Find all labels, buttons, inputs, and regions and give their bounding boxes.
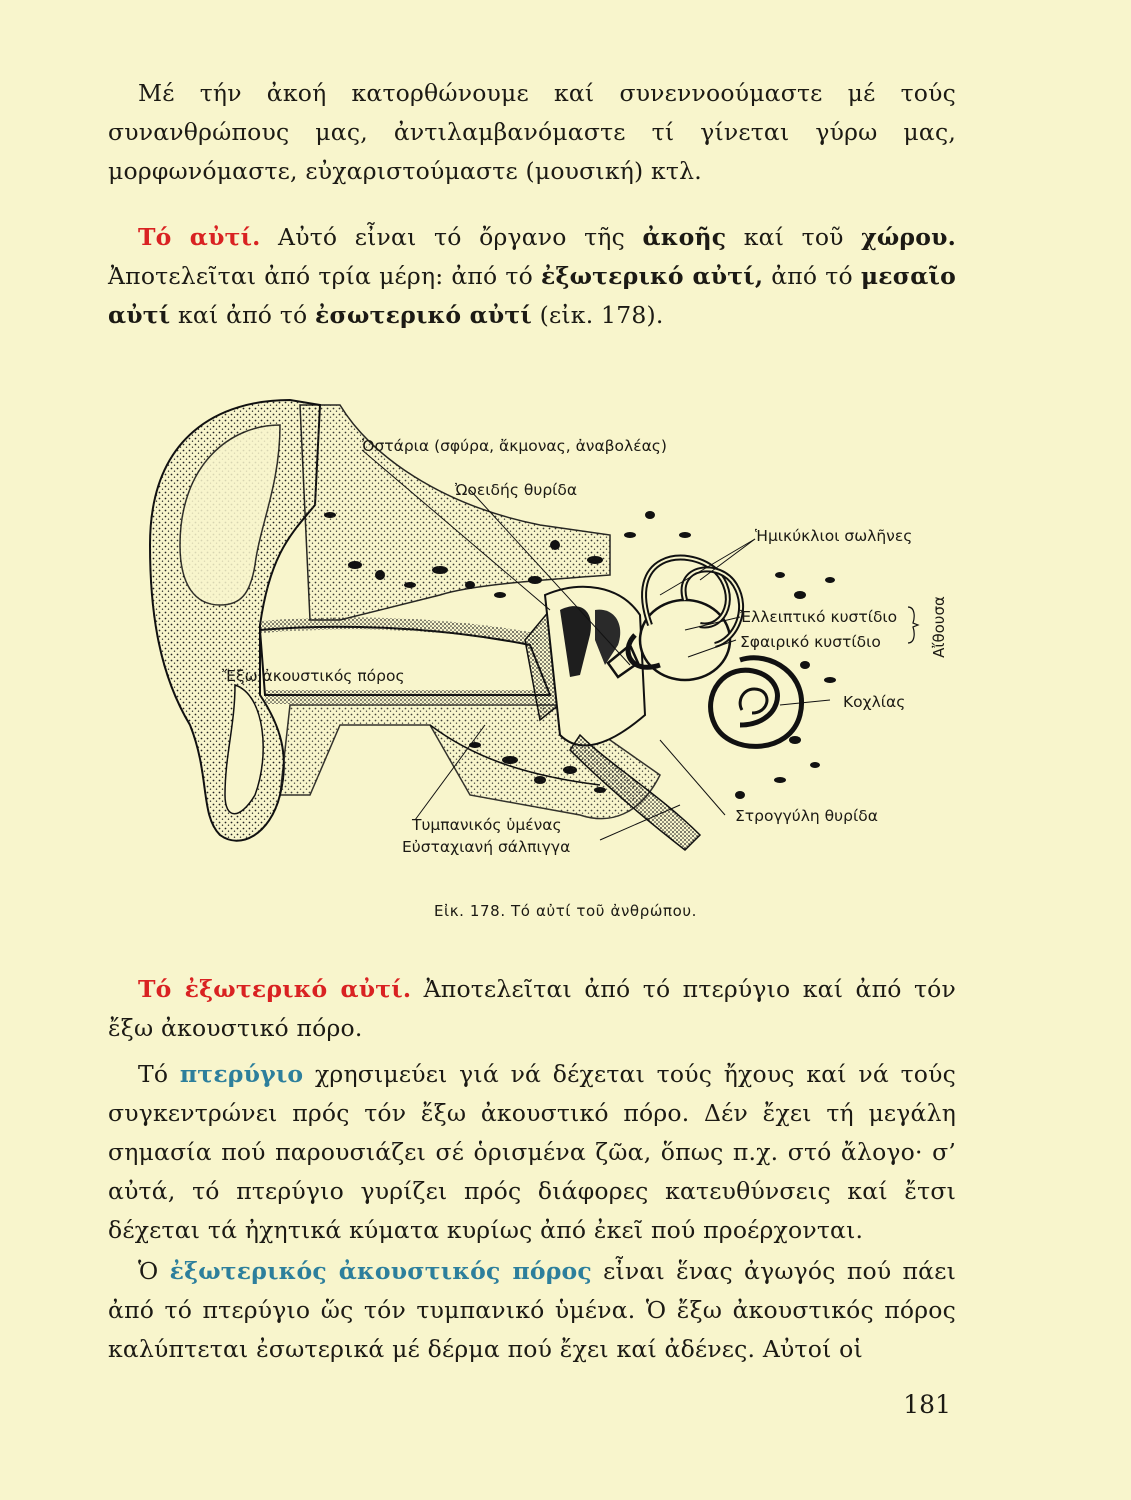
label-ossicles: Ὀστάρια (σφύρα, ἄκμονας, ἀναβολέας) xyxy=(362,437,667,455)
canal-paragraph: Ὁ ἐξωτερικός ἀκουστικός πόρος εἶναι ἕνας ἀγωγός πού πάει ἀπό τό πτερύγιο ὥς τόν τυμπανικό ὑμένα. Ὁ ἔξω ἀκουστικός πόρος καλύπτεται ἐσωτερικά μέ δέρμα πού ἔχει καί ἀδένες. Αὐτοί οἱ xyxy=(108,1257,956,1363)
cochlea-shape xyxy=(711,658,802,747)
pinna-term: πτερύγιο xyxy=(179,1060,304,1088)
ear-anatomy-figure xyxy=(140,395,940,870)
label-cochlea: Κοχλίας xyxy=(843,693,906,711)
label-eustachian-tube: Εὐσταχιανή σάλπιγγα xyxy=(402,838,571,856)
ear-section-heading: Τό αὐτί. xyxy=(138,223,261,251)
outer-ear-paragraph: Τό ἐξωτερικό αὐτί. Ἀποτελεῖται ἀπό τό πτερύγιο καί ἀπό τόν ἔξω ἀκουστικό πόρο. xyxy=(108,975,956,1042)
page-number: 181 xyxy=(903,1390,951,1419)
pinna-paragraph: Τό πτερύγιο χρησιμεύει γιά νά δέχεται τούς ἤχους καί νά τούς συγκεντρώνει πρός τόν ἔξω ἀκουστικό πόρο. Δέν ἔχει τή μεγάλη σημασία πού παρουσιάζει σέ ὁρισμένα ζῶα, ὅπως π.χ. στό ἄλογο· σ’ αὐτά, τό πτερύγιο γυρίζει πρός διάφορες κατευθύνσεις καί ἔτσι δέχεται τά ἠχητικά κύματα κυρίως ἀπό ἐκεῖ πού προέρχονται. xyxy=(108,1060,956,1244)
label-semicircular-canals: Ἡμικύκλιοι σωλῆνες xyxy=(755,527,913,545)
label-vestibule: Αἴθουσα xyxy=(930,596,949,658)
label-eardrum: Τυμπανικός ὑμένας xyxy=(412,816,562,834)
canal-term: ἐξωτερικός ἀκουστικός πόρος xyxy=(169,1257,592,1285)
ear-section-paragraph: Τό αὐτί. Αὐτό εἶναι τό ὄργανο τῆς ἀκοῆς καί τοῦ χώρου. Ἀποτελεῖται ἀπό τρία μέρη: ἀπό τό ἐξωτερικό αὐτί, ἀπό τό μεσαῖο αὐτί καί ἀπό τό ἐσωτερικό αὐτί (εἰκ. 178). xyxy=(108,223,957,329)
figure-caption: Εἰκ. 178. Τό αὐτί τοῦ ἀνθρώπου. xyxy=(433,902,698,920)
label-saccule: Σφαιρικό κυστίδιο xyxy=(740,633,881,651)
intro-paragraph: Μέ τήν ἀκοή κατορθώνουμε καί συνεννοούμαστε μέ τούς συνανθρώπους μας, ἀντιλαμβανόμαστε τί γίνεται γύρω μας, μορφωνόμαστε, εὐχαριστούμαστε (μουσική) κτλ. xyxy=(108,79,956,185)
label-oval-window: Ὠοειδής θυρίδα xyxy=(455,481,578,499)
label-ear-canal: Ἔξω ἀκουστικός πόρος xyxy=(222,667,405,685)
label-utricle: Ἐλλειπτικό κυστίδιο xyxy=(740,608,898,626)
vestibule-bracket xyxy=(905,605,921,645)
label-round-window: Στρογγύλη θυρίδα xyxy=(735,807,878,825)
outer-ear-heading: Τό ἐξωτερικό αὐτί. xyxy=(138,975,412,1003)
